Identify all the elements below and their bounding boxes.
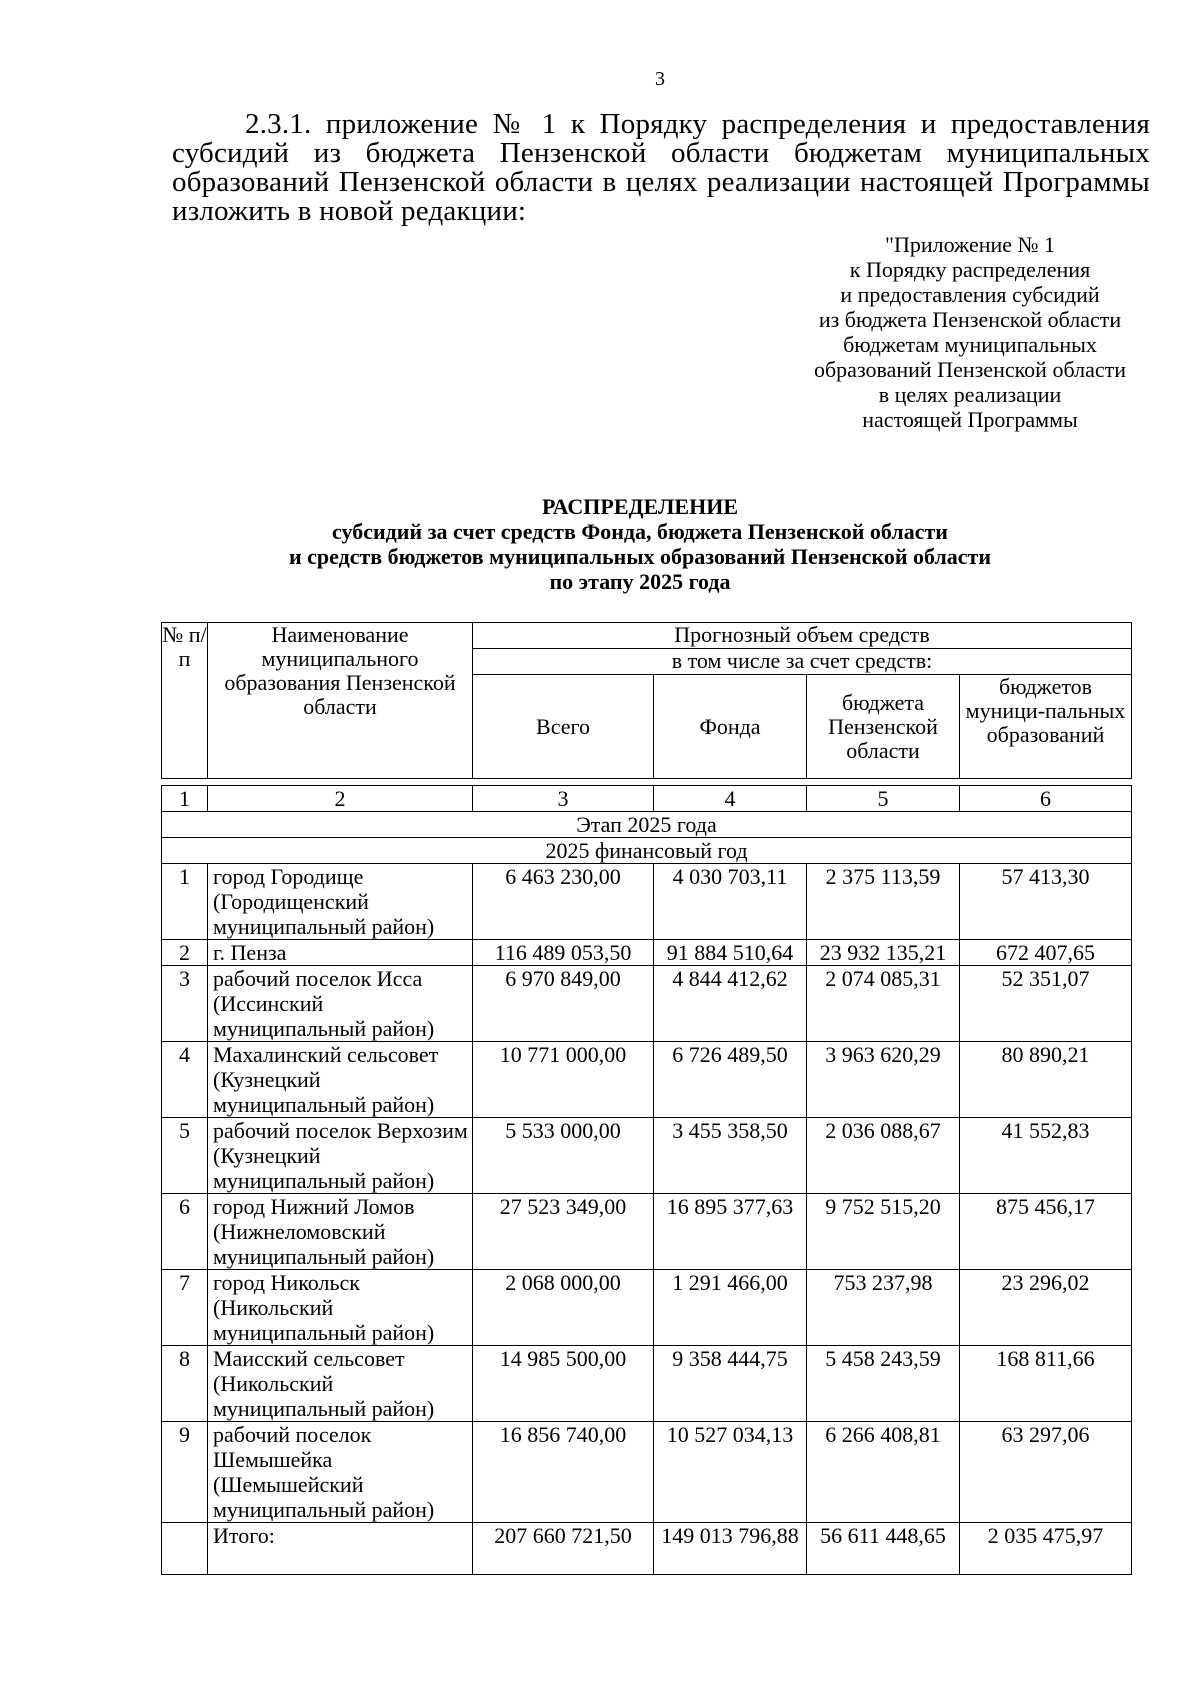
region-budget-cell: 5 458 243,59 [807,1346,960,1422]
row-number: 5 [162,1118,208,1194]
distribution-table-header [161,622,1132,779]
column-number: 4 [654,786,807,812]
header-no: № п/п [162,623,208,779]
fund-cell: 9 358 444,75 [654,1346,807,1422]
column-number: 2 [208,786,473,812]
appendix-note [780,232,1160,432]
municipality-name: Махалинский сельсовет (Кузнецкий муниципальный район) [208,1042,473,1118]
table-row [162,1118,1132,1194]
heading-line: по этапу 2025 года [549,569,731,594]
region-budget-cell: 753 237,98 [807,1270,960,1346]
total-cell: 6 463 230,00 [473,864,654,940]
municipality-name: Маисский сельсовет (Никольский муниципальный район) [208,1346,473,1422]
municipal-budget-cell: 875 456,17 [960,1194,1132,1270]
table-row [162,864,1132,940]
intro-paragraph: 2.3.1. приложение № 1 к Порядку распределения и предоставления субсидий из бюджета Пензенской области бюджетам муниципальных образований Пензенской области в целях реализации настоящей Программы изложить в новой редакции: [172,108,1150,227]
row-number: 9 [162,1422,208,1523]
table-row [162,940,1132,966]
total-cell: 16 856 740,00 [473,1422,654,1523]
total-cell: 6 970 849,00 [473,966,654,1042]
total-cell: 2 068 000,00 [473,1270,654,1346]
header-including: в том числе за счет средств: [473,649,1132,675]
total-cell: 116 489 053,50 [473,940,654,966]
total-row-number [162,1523,208,1575]
column-number: 1 [162,786,208,812]
table-row [162,1194,1132,1270]
heading-line: субсидий за счет средств Фонда, бюджета Пензенской области [332,519,948,544]
fund-cell: 3 455 358,50 [654,1118,807,1194]
municipality-name: рабочий поселок Исса (Иссинский муниципальный район) [208,966,473,1042]
page-number: 3 [655,68,665,90]
municipality-name: город Нижний Ломов (Нижнеломовский муниципальный район) [208,1194,473,1270]
header-forecast: Прогнозный объем средств [473,623,1132,649]
grand-region-budget-cell: 56 611 448,65 [807,1523,960,1575]
row-number: 1 [162,864,208,940]
appendix-note-line: бюджетам муниципальных [843,332,1097,357]
table-row [162,1422,1132,1523]
total-label: Итого: [208,1523,473,1575]
municipality-name: рабочий поселок Верхозим (Кузнецкий муниципальный район) [208,1118,473,1194]
municipal-budget-cell: 168 811,66 [960,1346,1132,1422]
column-number: 5 [807,786,960,812]
year-row [162,838,1132,864]
row-number: 8 [162,1346,208,1422]
municipal-budget-cell: 41 552,83 [960,1118,1132,1194]
year-label: 2025 финансовый год [162,838,1132,864]
column-number-row [162,786,1132,812]
municipality-name: город Городище (Городищенский муниципальный район) [208,864,473,940]
appendix-note-line: настоящей Программы [862,407,1078,432]
row-number: 4 [162,1042,208,1118]
document-heading [160,494,1120,594]
heading-title: РАСПРЕДЕЛЕНИЕ [541,494,738,519]
municipality-name: г. Пенза [208,940,473,966]
total-row [162,1523,1132,1575]
distribution-table [161,785,1132,1575]
row-number: 2 [162,940,208,966]
municipal-budget-cell: 672 407,65 [960,940,1132,966]
fund-cell: 91 884 510,64 [654,940,807,966]
fund-cell: 10 527 034,13 [654,1422,807,1523]
appendix-note-line: к Порядку распределения [849,257,1091,282]
municipality-name: город Никольск (Никольский муниципальный район) [208,1270,473,1346]
row-number: 3 [162,966,208,1042]
table-row [162,1270,1132,1346]
fund-cell: 6 726 489,50 [654,1042,807,1118]
total-cell: 10 771 000,00 [473,1042,654,1118]
total-cell: 14 985 500,00 [473,1346,654,1422]
fund-cell: 4 030 703,11 [654,864,807,940]
fund-cell: 4 844 412,62 [654,966,807,1042]
region-budget-cell: 3 963 620,29 [807,1042,960,1118]
header-municipal-budgets: бюджетов муници-пальных образований [960,675,1132,779]
region-budget-cell: 2 375 113,59 [807,864,960,940]
appendix-note-line: образований Пензенской области [813,357,1126,382]
header-total: Всего [473,675,654,779]
municipal-budget-cell: 57 413,30 [960,864,1132,940]
table-row [162,966,1132,1042]
header-region-budget: бюджета Пензенской области [807,675,960,779]
region-budget-cell: 23 932 135,21 [807,940,960,966]
total-cell: 5 533 000,00 [473,1118,654,1194]
municipal-budget-cell: 23 296,02 [960,1270,1132,1346]
table-row [162,1042,1132,1118]
row-number: 6 [162,1194,208,1270]
appendix-note-line: из бюджета Пензенской области [818,307,1122,332]
region-budget-cell: 2 074 085,31 [807,966,960,1042]
fund-cell: 1 291 466,00 [654,1270,807,1346]
row-number: 7 [162,1270,208,1346]
stage-row [162,812,1132,838]
appendix-note-line: в целях реализации [878,382,1062,407]
heading-line: и средств бюджетов муниципальных образований Пензенской области [288,544,992,569]
stage-label: Этап 2025 года [162,812,1132,838]
column-number: 6 [960,786,1132,812]
municipal-budget-cell: 63 297,06 [960,1422,1132,1523]
region-budget-cell: 9 752 515,20 [807,1194,960,1270]
table-row [162,1346,1132,1422]
header-name: Наименование муниципального образования Пензенской области [208,623,473,779]
header-fund: Фонда [654,675,807,779]
appendix-note-line: и предоставления субсидий [840,282,1100,307]
total-cell: 27 523 349,00 [473,1194,654,1270]
appendix-note-line: "Приложение № 1 [884,232,1056,257]
grand-total-cell: 207 660 721,50 [473,1523,654,1575]
municipal-budget-cell: 80 890,21 [960,1042,1132,1118]
region-budget-cell: 2 036 088,67 [807,1118,960,1194]
municipal-budget-cell: 52 351,07 [960,966,1132,1042]
grand-municipal-budget-cell: 2 035 475,97 [960,1523,1132,1575]
grand-fund-cell: 149 013 796,88 [654,1523,807,1575]
municipality-name: рабочий поселок Шемышейка (Шемышейский муниципальный район) [208,1422,473,1523]
fund-cell: 16 895 377,63 [654,1194,807,1270]
region-budget-cell: 6 266 408,81 [807,1422,960,1523]
column-number: 3 [473,786,654,812]
